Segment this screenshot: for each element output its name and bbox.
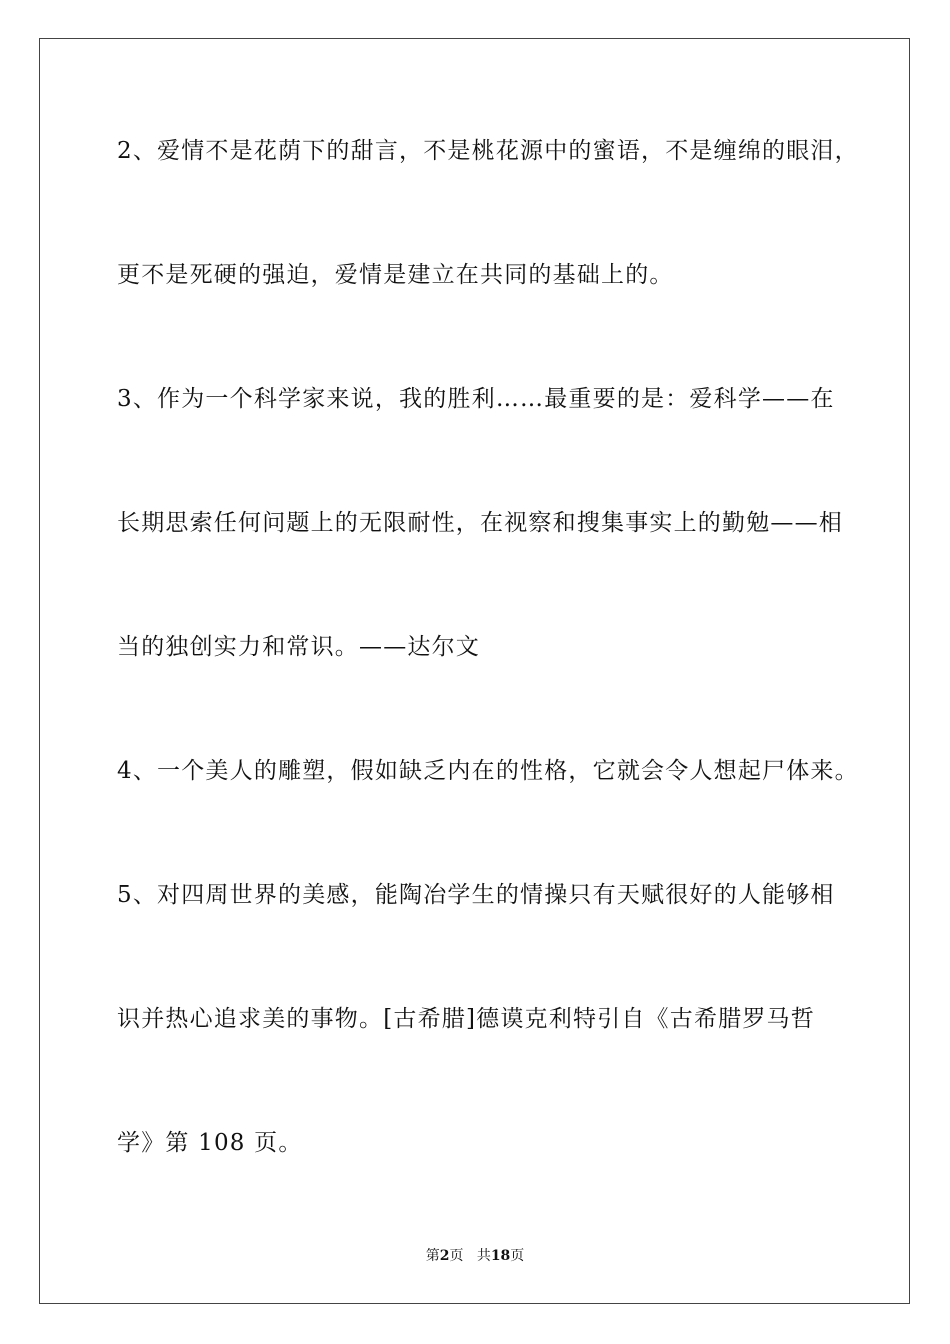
page-footer <box>0 1246 950 1266</box>
page-number: 2 <box>439 1248 450 1264</box>
text-line-5: 当的独创实力和常识。——达尔文 <box>117 634 480 660</box>
text-line-3: 3、作为一个科学家来说，我的胜利……最重要的是：爱科学——在 <box>117 386 835 412</box>
text-line-8: 识并热心追求美的事物。[古希腊]德谟克利特引自《古希腊罗马哲 <box>117 1006 815 1032</box>
text-line-9: 学》第 108 页。 <box>117 1130 303 1156</box>
total-prefix: 共 <box>476 1248 491 1264</box>
total-pages: 18 <box>490 1248 511 1264</box>
text-line-2: 更不是死硬的强迫，爱情是建立在共同的基础上的。 <box>117 262 674 288</box>
page-suffix: 页 <box>449 1248 464 1264</box>
page-prefix: 第 <box>425 1248 440 1264</box>
total-suffix: 页 <box>510 1248 525 1264</box>
text-line-6: 4、一个美人的雕塑，假如缺乏内在的性格，它就会令人想起尸体来。 <box>117 758 859 784</box>
text-line-7: 5、对四周世界的美感，能陶冶学生的情操只有天赋很好的人能够相 <box>117 882 835 908</box>
text-line-1: 2、爱情不是花荫下的甜言，不是桃花源中的蜜语，不是缠绵的眼泪， <box>117 138 859 164</box>
page-frame <box>39 38 910 1304</box>
text-line-4: 长期思索任何问题上的无限耐性，在视察和搜集事实上的勤勉——相 <box>117 510 843 536</box>
